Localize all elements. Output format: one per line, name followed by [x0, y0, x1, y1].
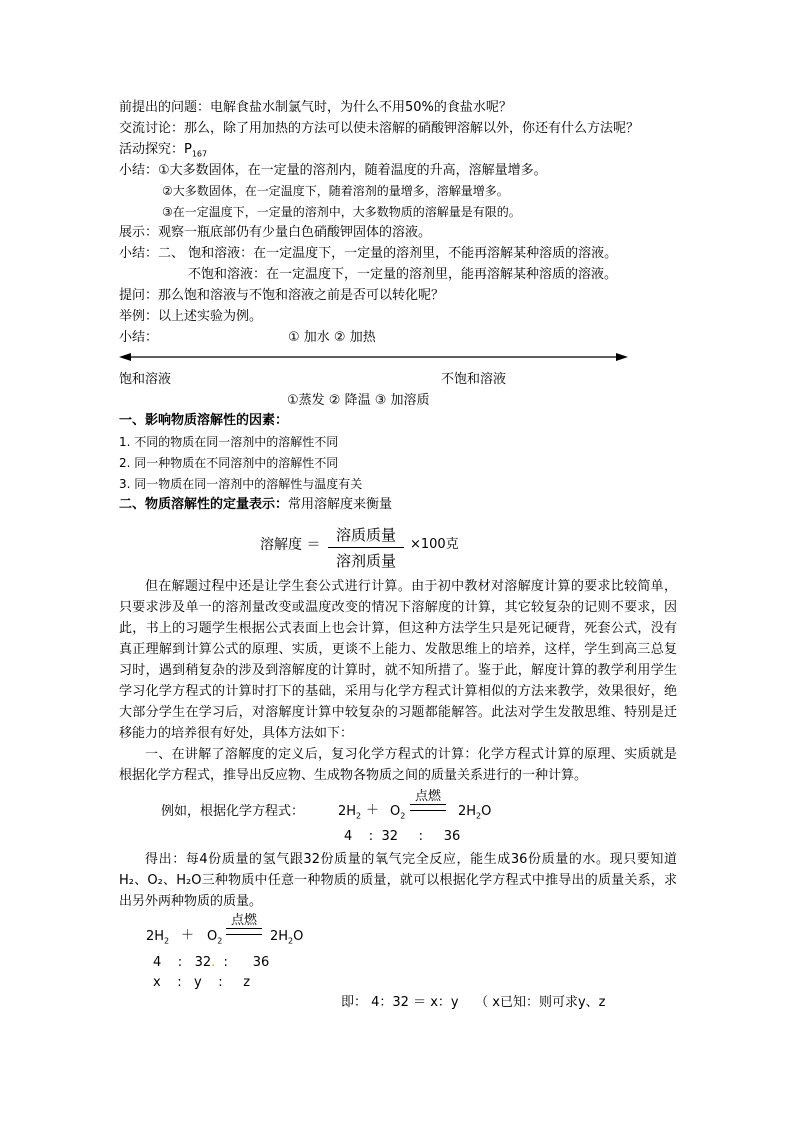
conversion-upper-label: ① 加水 ② 加热 — [288, 330, 376, 345]
example2-product: $2H_2O$ — [270, 929, 304, 946]
section2-heading-tail: 常用溶解度来衡量 — [288, 497, 393, 512]
explanation-paragraph — [119, 576, 677, 786]
example1-ratio: 4 : 32 : 36 — [344, 829, 461, 844]
example1-plus: ＋ — [366, 803, 380, 818]
formula-denominator: 溶剂质量 — [335, 552, 396, 570]
example1-reactant2: $O_2$ — [390, 804, 406, 821]
summary-line-2: ②大多数固体，在一定温度下，随着溶剂的量增多，溶解量增多。 — [162, 184, 509, 198]
section1-item-3: 3. 同一物质在同一溶剂中的溶解性与温度有关 — [119, 477, 363, 491]
example1-intro: 例如，根据化学方程式： — [161, 804, 305, 819]
summary-line-1: 小结：①大多数固体，在一定量的溶剂内，随着温度的升高，溶解量增多。 — [119, 163, 547, 178]
example1-product: $2H_2O$ — [458, 804, 492, 821]
section2-heading: 二、物质溶解性的定量表示： — [119, 497, 289, 512]
section1-item-1: 1. 不同的物质在同一溶剂中的溶解性不同 — [119, 435, 339, 449]
conversion-lower-label: ①蒸发 ② 降温 ③ 加溶质 — [287, 393, 430, 408]
formula-lhs: 溶解度 ＝ — [260, 537, 321, 553]
conversion-summary-label: 小结： — [119, 330, 159, 345]
conclusion-paragraph — [119, 849, 677, 912]
saturated-def-line: 小结：二、 饱和溶液：在一定温度下，一定量的溶剂里，不能再溶解某种溶质的溶液。 — [119, 246, 618, 261]
section1-heading: 一、影响物质溶解性的因素： — [119, 413, 289, 428]
summary-line-3: ③在一定温度下，一定量的溶剂中，大多数物质的溶解量是有限的。 — [162, 205, 521, 219]
unsaturated-label: 不饱和溶液 — [441, 372, 507, 387]
section1-item-2: 2. 同一种物质在不同溶剂中的溶解性不同 — [119, 456, 339, 470]
formula-numerator: 溶质质量 — [328, 524, 404, 548]
activity-page-sub: 167 — [191, 149, 208, 159]
example2-reactant2: $O_2$ — [207, 929, 223, 946]
discussion-line: 交流讨论：那么，除了用加热的方法可以使未溶解的硝酸钾溶解以外，你还有什么方法呢？ — [119, 121, 640, 136]
conclusion-text: 得出：每4份质量的氢气跟32份质量的氧气完全反应，能生成36份质量的水。现只要知道H₂、O₂、H₂O三种物质中任意一种物质的质量，就可以根据化学方程式中推导出的质量关系，求出另外两种物质的质量。 — [119, 852, 677, 909]
paragraph-1: 但在解题过程中还是让学生套公式进行计算。由于初中教材对溶解度计算的要求比较简单，只要求涉及单一的溶剂量改变或温度改变的情况下溶解度的计算，其它较复杂的记则不要求，因此，书上的习题学生根据公式表面上也会计算，但这种方法学生只是死记硬背，死套公式，没有真正理解到计算公式的原理、实质，更谈不上能力、发散思维上的培养，这样，学生到高三总复习时，遇到稍复杂的涉及到溶解度的计算时，就不知所措了。鉴于此，解度计算的教学利用学生学习化学方程式的计算时打下的基础，采用与化学方程式计算相似的方法来教学，效果很好，绝大部分学生在学习后，对溶解度计算中较复杂的习题都能解答。此法对学生发散思维、特别是迁移能力的培养很有好处，具体方法如下： — [119, 579, 677, 741]
saturated-label: 饱和溶液 — [119, 372, 172, 387]
example2-vars: x : y : z — [153, 975, 251, 990]
example1-condition: 点燃 — [410, 789, 446, 811]
unsaturated-def-line: 不饱和溶液：在一定温度下，一定量的溶剂里，能再溶解某种溶质的溶液。 — [188, 267, 618, 282]
example2-condition: 点燃 — [226, 913, 262, 935]
question-convert-line: 提问：那么饱和溶液与不饱和溶液之前是否可以转化呢？ — [119, 288, 445, 303]
activity-text: 活动探究：P — [119, 142, 192, 157]
example2-final: 即： 4：32 ＝ x：y （ x已知：则可求y、z — [341, 995, 606, 1010]
example1-reactant1: $2H_2$ — [338, 804, 362, 821]
question-line: 前提出的问题：电解食盐水制氯气时，为什么不用50%的食盐水呢？ — [119, 100, 512, 115]
example-line: 举例：以上述实验为例。 — [119, 309, 263, 324]
display-line: 展示：观察一瓶底部仍有少量白色硝酸钾固体的溶液。 — [119, 225, 432, 240]
example2-ratio: 4 : 32. : 36 — [153, 955, 270, 970]
formula-factor: ×100克 — [410, 537, 459, 552]
example2-reactant1: $2H_2$ — [146, 929, 170, 946]
formula-fraction — [328, 524, 404, 571]
example2-plus: ＋ — [181, 928, 195, 943]
paragraph-2: 一、在讲解了溶解度的定义后，复习化学方程式的计算：化学方程式计算的原理、实质就是根据化学方程式，推导出反应物、生成物各物质之间的质量关系进行的一种计算。 — [119, 747, 677, 783]
section2-line — [119, 495, 392, 515]
